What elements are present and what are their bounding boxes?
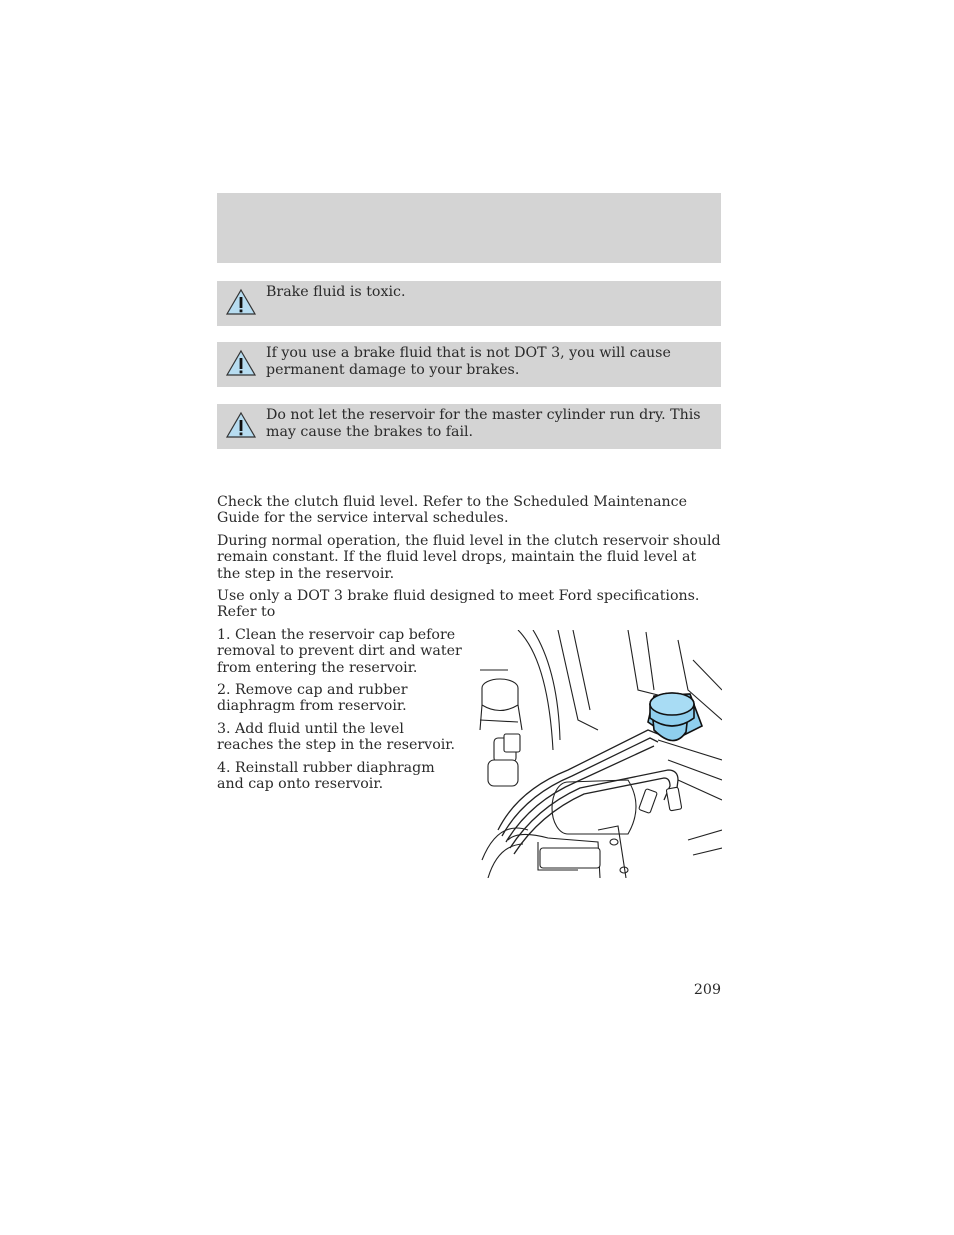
warning-triangle-icon: [225, 411, 257, 439]
warning-text: Brake fluid is toxic.: [266, 284, 406, 300]
step-add-fluid: 3. Add fluid until the level reaches the step in the reservoir.: [217, 721, 456, 754]
warning-text: Do not let the reservoir for the master cylinder run dry. This may cause the brakes to fail.: [266, 407, 701, 440]
warning-triangle-icon: [225, 349, 257, 377]
step-remove-cap: 2. Remove cap and rubber diaphragm from reservoir.: [217, 682, 408, 715]
section-header-band: [217, 193, 721, 263]
step-reinstall-cap: 4. Reinstall rubber diaphragm and cap onto reservoir.: [217, 760, 435, 793]
warning-box-dot3: [217, 342, 721, 387]
warning-triangle-icon: [225, 288, 257, 316]
paragraph-dot3-fluid: Use only a DOT 3 brake fluid designed to meet Ford specifications. Refer to: [217, 588, 700, 621]
clutch-reservoir-illustration: [478, 630, 722, 878]
warning-text: If you use a brake fluid that is not DOT 3, you will cause permanent damage to your brakes.: [266, 345, 671, 378]
warning-box-toxic: [217, 281, 721, 326]
paragraph-normal-operation: During normal operation, the fluid level in the clutch reservoir should remain constant. If the fluid level drops, maintain the fluid level at the step in the reservoir.: [217, 533, 721, 582]
warning-box-run-dry: [217, 404, 721, 449]
step-clean-cap: 1. Clean the reservoir cap before removal to prevent dirt and water from entering the reservoir.: [217, 627, 462, 676]
paragraph-check-level: Check the clutch fluid level. Refer to the Scheduled Maintenance Guide for the service interval schedules.: [217, 494, 688, 527]
page-number: 209: [693, 982, 721, 998]
